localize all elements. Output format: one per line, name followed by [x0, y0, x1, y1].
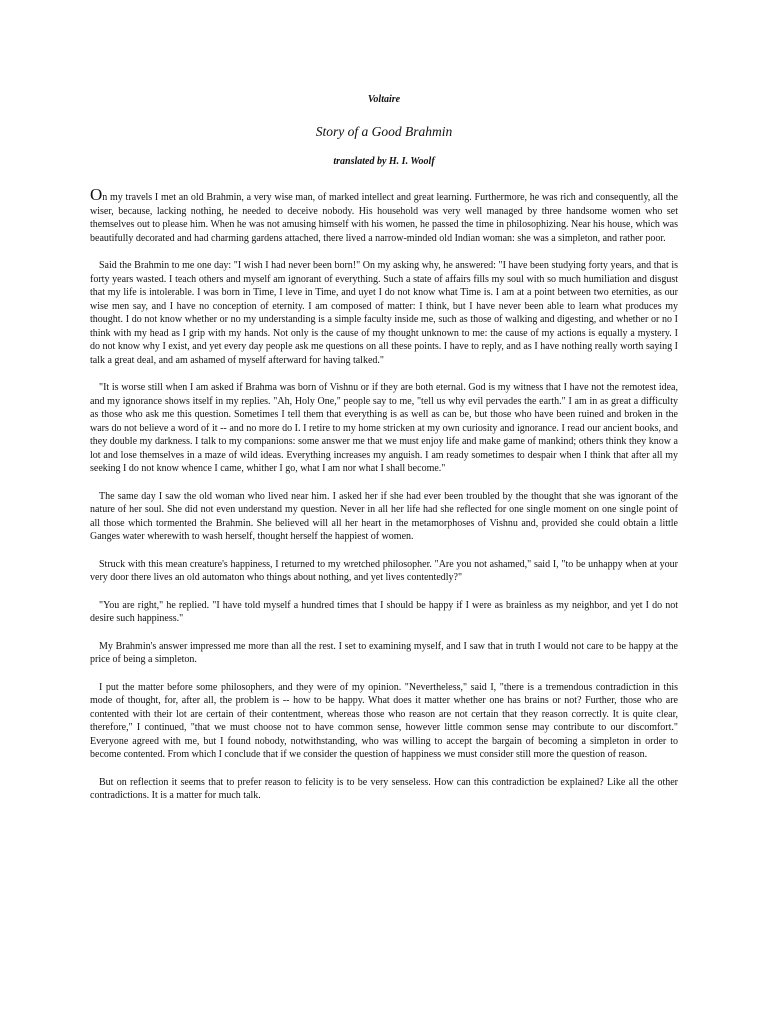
- drop-cap: O: [90, 185, 103, 204]
- paragraph-9: But on reflection it seems that to prefer reason to felicity is to be very senseless. How can this contradiction be explained? Like all the other contradictions. It is a matter for much talk.: [90, 776, 678, 801]
- paragraph-6: "You are right," he replied. "I have told myself a hundred times that I should be happy if I were as brainless as my neighbor, and yet I do not desire such happiness.": [90, 599, 678, 624]
- paragraph-2: Said the Brahmin to me one day: "I wish I had never been born!" On my asking why, he answered: "I have been studying forty years, and that is forty years wasted. I teach others and myself am ignorant of everything. Such a state of affairs fills my soul with so much humiliation and disgust that my life is intolerable. I was born in Time, I leve in Time, and uyet I do not know what Time is. I am at a point between two eternities, as our wise men say, and I have no conception of eternity. I am composed of matter: I think, but I have never been able to learn what produces my thought. I do not know whether or no my understanding is a simple faculty inside me, such as those of walking and digesting, and whether or no I think with my head as I grip with my hands. Not only is the cause of my thought unknown to me: the cause of my actions is equally a mystery. I do not know why I exist, and yet every day people ask me questions on all these points. I have to reply, and as I have nothing really worth saying I talk a great deal, and am ashamed of myself afterward for having talked.": [90, 260, 678, 366]
- paragraph-4: The same day I saw the old woman who lived near him. I asked her if she had ever been troubled by the thought that she was ignorant of the nature of her soul. She did not even understand my question. Never in all her life had she reflected for one single moment on one single point of all those which tormented the Brahmin. She believed will all her heart in the metamorphoses of Vishnu and, provided she could obtain a little Ganges water wherewith to wash herself, thought herself the happiest of women.: [90, 490, 678, 542]
- paragraph-7: My Brahmin's answer impressed me more than all the rest. I set to examining myself, and I saw that in truth I would not care to be happy at the price of being a simpleton.: [90, 640, 678, 665]
- paragraph-8: I put the matter before some philosophers, and they were of my opinion. "Nevertheless," said I, "there is a tremendous contradiction in this mode of thought, for, after all, the problem is -- how to be happy. What does it matter whether one has brains or not? Further, those who are contented with their lot are certain of their contentment, whereas those who reason are not certain that they reason correctly. It is quite clear, therefore," I continued, "that we must choose not to have common sense, however little common sense may contribute to our discomfort." Everyone agreed with me, but I found nobody, notwithstanding, who was willing to accept the bargain of becoming a simpleton in order to become contented. From which I conclude that if we consider the question of happiness we must consider still more the question of reason.: [90, 681, 678, 760]
- author-name: Voltaire: [367, 94, 401, 105]
- paragraph-1-text: n my travels I met an old Brahmin, a very wise man, of marked intellect and great learning. Furthermore, he was rich and consequently, all the wiser, because, lacking nothing, he needed to deceive nobody. His household was very well managed by three handsome women who set themselves out to please him. When he was not amusing himself with his women, he passed the time in philosophizing. Near his house, which was beautifully decorated and had charming gardens attached, there lived a narrow-minded old Indian woman: she was a simpleton, and rather poor.: [90, 192, 678, 244]
- paragraph-1: [90, 185, 678, 245]
- paragraph-5: Struck with this mean creature's happiness, I returned to my wretched philosopher. "Are you not ashamed," said I, "to be unhappy when at your very door there lives an old automaton who things about nothing, and yet lives contentedly?": [90, 558, 678, 583]
- document-body: [90, 185, 678, 817]
- document-title: Story of a Good Brahmin: [315, 124, 453, 139]
- paragraph-3: "It is worse still when I am asked if Brahma was born of Vishnu or if they are both eternal. God is my witness that I have not the remotest idea, and my ignorance shows itself in my replies. "Ah, Holy One," people say to me, "tell us why evil pervades the earth." I am in as great a difficulty as those who ask me this question. Sometimes I tell them that everything is as well as can be, but those who have been ruined and broken in the wars do not believe a word of it -- and no more do I. I retire to my home stricken at my own curiosity and ignorance. I read our ancient books, and they double my darkness. I talk to my companions: some answer me that we must enjoy life and make game of mankind; others think they know a lot and lose themselves in a maze of wild ideas. Everything increases my anguish. I am ready sometimes to despair when I think that after all my seeking I do not know whence I came, whither I go, what I am nor what I shall become.": [90, 382, 678, 474]
- translator-credit: translated by H. I. Woolf: [333, 156, 435, 167]
